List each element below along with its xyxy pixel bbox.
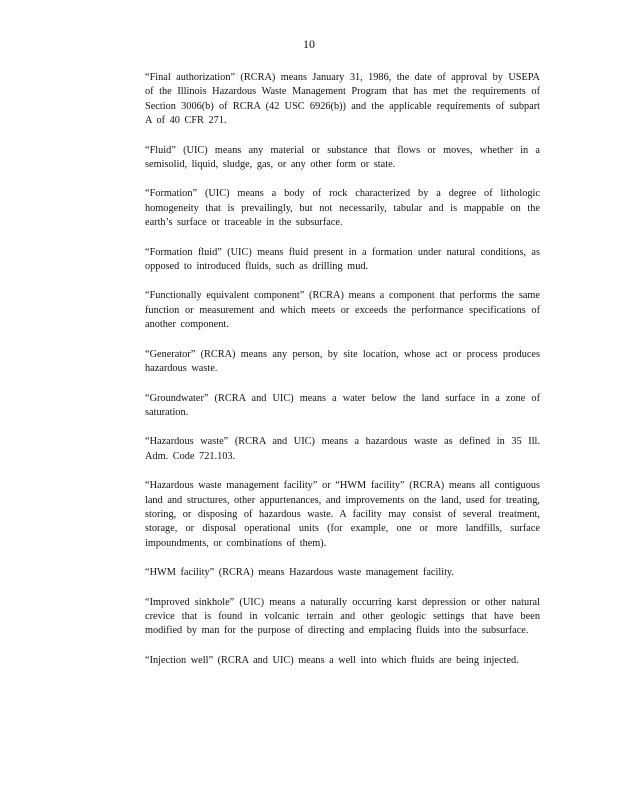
definition-formation-fluid: “Formation fluid” (UIC) means fluid present in a formation under natural conditions, as opposed to introduced fluids, such as drilling mud. [145,246,540,273]
definitions-list [145,71,540,668]
definition-generator: “Generator” (RCRA) means any person, by site location, whose act or process produces hazardous waste. [145,348,540,375]
definition-injection-well: “Injection well” (RCRA and UIC) means a well into which fluids are being injected. [145,654,519,666]
page-number: 10 [303,37,315,51]
definition-hazardous-waste-management-facility: “Hazardous waste management facility” or “HWM facility” (RCRA) means all contiguous land and structures, other appurtenances, and improvements on the land, used for treating, storing, or disposing of hazardous waste. A facility may consist of several treatment, storage, or disposal operational units (for example, one or more landfills, surface impoundments, or combinations of them). [145,480,540,549]
definition-fluid: “Fluid” (UIC) means any material or substance that flows or moves, whether in a semisolid, liquid, sludge, gas, or any other form or state. [145,144,540,171]
definition-improved-sinkhole: “Improved sinkhole” (UIC) means a naturally occurring karst depression or other natural crevice that is found in volcanic terrain and other geologic settings that have been modified by man for the purpose of directing and emplacing fluids into the subsurface. [145,596,540,637]
definition-final-authorization: “Final authorization” (RCRA) means January 31, 1986, the date of approval by USEPA of the Illinois Hazardous Waste Management Program that has met the requirements of Section 3006(b) of RCRA (42 USC 6926(b)) and the applicable requirements of subpart A of 40 CFR 271. [145,72,540,127]
definition-hazardous-waste: “Hazardous waste” (RCRA and UIC) means a hazardous waste as defined in 35 Ill. Adm. Code 721.103. [145,436,540,462]
definition-functionally-equivalent-component: “Functionally equivalent component” (RCRA) means a component that performs the same function or measurement and which meets or exceeds the performance specifications of another component. [145,290,540,331]
definition-formation: “Formation” (UIC) means a body of rock characterized by a degree of lithologic homogeneity that is prevailingly, but not necessarily, tabular and is mappable on the earth’s surface or traceable in the subsurface. [145,188,540,229]
definition-groundwater: “Groundwater” (RCRA and UIC) means a water below the land surface in a zone of saturation. [145,392,540,418]
definition-hwm-facility: “HWM facility” (RCRA) means Hazardous waste management facility. [145,567,454,579]
